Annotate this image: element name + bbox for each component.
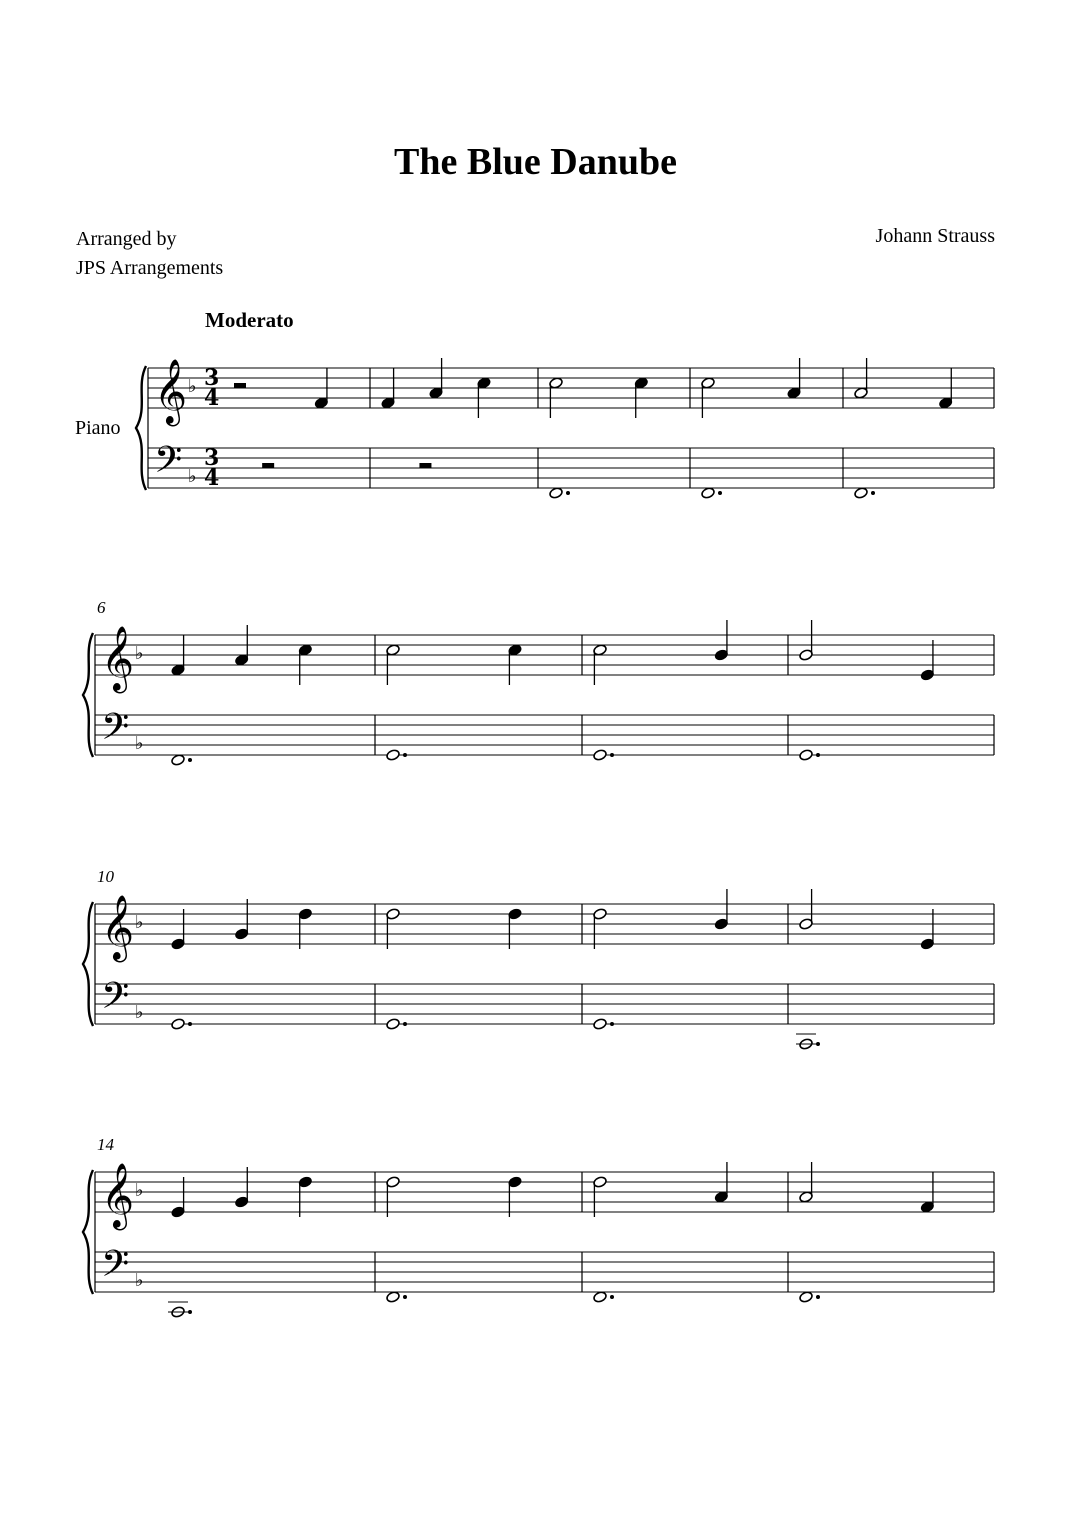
bass-note [799, 749, 820, 762]
notehead [701, 487, 716, 500]
treble-note [714, 1162, 729, 1203]
augmentation-dot [188, 1022, 192, 1026]
tempo-marking: Moderato [205, 308, 294, 332]
treble-note [920, 909, 935, 950]
half-rest [419, 463, 431, 468]
bass-note [593, 749, 614, 762]
augmentation-dot [610, 753, 614, 757]
time-signature-denominator: 4 [204, 465, 220, 491]
treble-note [854, 358, 869, 399]
augmentation-dot [816, 1042, 820, 1046]
treble-note [381, 368, 396, 409]
notehead [593, 1018, 608, 1031]
bass-note [171, 754, 192, 767]
arranger-name: JPS Arrangements [76, 257, 224, 279]
treble-note [234, 899, 249, 940]
composer-credit: Johann Strauss [875, 225, 995, 247]
bass-clef-icon: 𝄢 [101, 975, 130, 1026]
treble-note [920, 640, 935, 681]
measure-number: 14 [97, 1135, 114, 1154]
treble-note [593, 908, 608, 949]
treble-note [314, 368, 329, 409]
treble-note [171, 909, 186, 950]
augmentation-dot [816, 1295, 820, 1299]
treble-note [171, 1177, 186, 1218]
notehead [386, 1018, 401, 1031]
treble-note [234, 625, 249, 666]
treble-note [171, 635, 186, 676]
treble-clef-icon: 𝄞 [101, 1163, 135, 1228]
treble-note [593, 644, 608, 685]
brace [83, 902, 93, 1026]
augmentation-dot [188, 1310, 192, 1314]
bass-note [799, 1291, 820, 1304]
bass-note [168, 1302, 192, 1318]
notehead [171, 1018, 186, 1031]
notehead [386, 749, 401, 762]
treble-note [298, 908, 313, 949]
treble-clef-icon: 𝄞 [154, 359, 188, 424]
bass-note [854, 487, 875, 500]
score-title: The Blue Danube [394, 141, 677, 183]
bass-note [386, 1291, 407, 1304]
notehead [854, 487, 869, 500]
half-rest [234, 383, 246, 388]
augmentation-dot [188, 758, 192, 762]
augmentation-dot [403, 1022, 407, 1026]
treble-note [787, 358, 802, 399]
notehead [593, 1291, 608, 1304]
treble-note [701, 377, 716, 418]
treble-note [386, 644, 401, 685]
augmentation-dot [403, 753, 407, 757]
treble-note [799, 889, 814, 930]
measure-number: 10 [97, 867, 114, 886]
treble-note [714, 889, 729, 930]
bass-clef-icon: 𝄢 [101, 706, 130, 757]
flat-icon: ♭ [135, 1002, 144, 1023]
arranger-label: Arranged by [76, 228, 177, 250]
augmentation-dot [718, 491, 722, 495]
bass-note [386, 749, 407, 762]
bass-clef-icon: 𝄢 [154, 439, 183, 490]
notehead [171, 754, 186, 767]
brace [136, 366, 146, 490]
augmentation-dot [403, 1295, 407, 1299]
treble-note [386, 908, 401, 949]
bass-note [171, 1018, 192, 1031]
treble-note [298, 644, 313, 685]
treble-note [386, 1176, 401, 1217]
treble-note [714, 620, 729, 661]
bass-note [593, 1018, 614, 1031]
notehead [593, 749, 608, 762]
treble-clef-icon: 𝄞 [101, 895, 135, 960]
time-signature-numerator: 3 [204, 365, 220, 391]
augmentation-dot [816, 753, 820, 757]
treble-note [298, 1176, 313, 1217]
treble-note [593, 1176, 608, 1217]
bass-note [549, 487, 570, 500]
brace [83, 1170, 93, 1294]
notehead [799, 749, 814, 762]
time-signature-numerator: 3 [204, 445, 220, 471]
treble-note [634, 377, 649, 418]
time-signature-denominator: 4 [204, 385, 220, 411]
bass-note [701, 487, 722, 500]
measure-number: 6 [97, 598, 106, 617]
instrument-name: Piano [75, 417, 121, 439]
augmentation-dot [871, 491, 875, 495]
notehead [549, 487, 564, 500]
augmentation-dot [610, 1295, 614, 1299]
treble-note [477, 377, 492, 418]
treble-note [508, 644, 523, 685]
treble-clef-icon: 𝄞 [101, 626, 135, 691]
flat-icon: ♭ [135, 1180, 144, 1201]
treble-note [799, 1162, 814, 1203]
treble-note [549, 377, 564, 418]
flat-icon: ♭ [135, 1270, 144, 1291]
treble-note [920, 1172, 935, 1213]
bass-note [796, 1034, 820, 1050]
flat-icon: ♭ [135, 733, 144, 754]
bass-note [593, 1291, 614, 1304]
brace [83, 633, 93, 757]
notehead [799, 1291, 814, 1304]
treble-note [938, 368, 953, 409]
treble-note [508, 908, 523, 949]
treble-note [429, 358, 444, 399]
augmentation-dot [610, 1022, 614, 1026]
flat-icon: ♭ [135, 912, 144, 933]
half-rest [262, 463, 274, 468]
bass-note [386, 1018, 407, 1031]
flat-icon: ♭ [135, 643, 144, 664]
flat-icon: ♭ [188, 376, 197, 397]
notehead [386, 1291, 401, 1304]
bass-clef-icon: 𝄢 [101, 1243, 130, 1294]
treble-note [799, 620, 814, 661]
flat-icon: ♭ [188, 466, 197, 487]
augmentation-dot [566, 491, 570, 495]
treble-note [234, 1167, 249, 1208]
treble-note [508, 1176, 523, 1217]
